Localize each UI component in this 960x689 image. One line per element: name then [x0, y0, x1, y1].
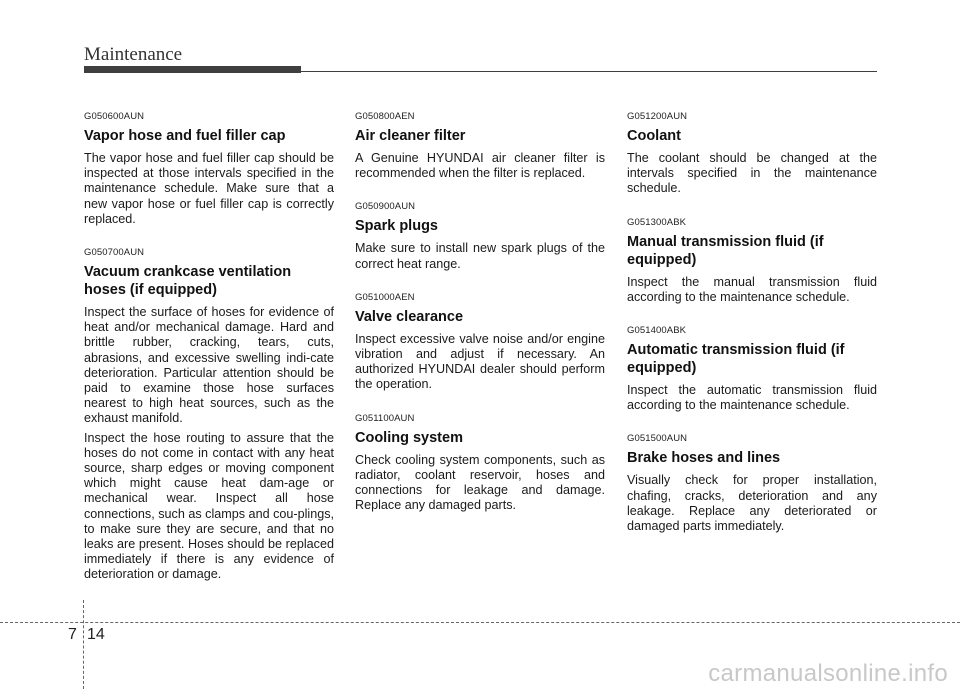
section-heading: Cooling system	[355, 429, 463, 446]
section-paragraph: Inspect the hose routing to assure that the hoses do not come in contact with any heat source, sharp edges or moving component which might cause heat dam-age or mechanical wear. Inspect all hose connections, such as clamps and cou-plings, to make sure they are secure, and that no leaks are present. Hoses should be replaced immediately if there is any evidence of deterioration or damage.	[84, 430, 334, 582]
header-bar	[84, 66, 301, 73]
footer-rule	[0, 622, 960, 623]
chapter-number: 7	[68, 626, 77, 643]
maintenance-section	[84, 247, 334, 583]
section-code: G050800AEN	[355, 111, 415, 122]
maintenance-section	[627, 325, 877, 413]
maintenance-section	[627, 111, 877, 197]
section-paragraph: A Genuine HYUNDAI air cleaner filter is recommended when the filter is replaced.	[355, 151, 605, 181]
section-heading: Spark plugs	[355, 218, 438, 235]
section-heading: Valve clearance	[355, 308, 464, 325]
section-heading: Vapor hose and fuel filler cap	[84, 128, 286, 144]
maintenance-section	[627, 433, 877, 534]
column-3	[627, 111, 877, 554]
section-code: G051400ABK	[627, 325, 687, 337]
section-heading: Air cleaner filter	[355, 128, 466, 144]
section-code: G051000AEN	[355, 291, 415, 303]
section-paragraph: Check cooling system components, such as radiator, coolant reservoir, hoses and connections for leakage and damage. Replace any damaged parts.	[355, 452, 605, 513]
section-code: G051200AUN	[627, 111, 688, 122]
section-code: G050900AUN	[355, 201, 416, 213]
section-paragraph: Inspect excessive valve noise and/or engine vibration and adjust if necessary. An authorized HYUNDAI dealer should perform the operation.	[355, 331, 605, 392]
section-code: G050600AUN	[84, 111, 145, 122]
section-paragraph: The vapor hose and fuel filler cap should be inspected at those intervals specified in the maintenance schedule. Make sure that a new vapor hose or fuel filler cap is correctly replaced.	[84, 151, 334, 226]
section-paragraph: Inspect the surface of hoses for evidence of heat and/or mechanical damage. Hard and brittle rubber, cracking, tears, cuts, abrasions, and excessive swelling indi-cate deterioration. Particular attention should be paid to examine those hose surfaces nearest to high heat sources, such as the exhaust manifold.	[84, 305, 334, 426]
section-code: G051100AUN	[355, 412, 415, 424]
page-number: 14	[87, 626, 105, 643]
section-paragraph: The coolant should be changed at the intervals specified in the maintenance schedule.	[627, 151, 877, 196]
section-heading: Automatic transmission fluid (if equipped)	[627, 342, 845, 377]
header-rule	[301, 71, 877, 72]
section-code: G051500AUN	[627, 433, 688, 445]
footer-vertical-rule	[83, 600, 84, 689]
column-1	[84, 111, 334, 603]
section-code: G050700AUN	[84, 247, 145, 259]
section-heading: Brake hoses and lines	[627, 450, 781, 467]
watermark: carmanualsonline.info	[708, 660, 948, 687]
section-heading: Manual transmission fluid (if equipped)	[627, 233, 824, 268]
section-heading: Coolant	[627, 128, 681, 144]
section-paragraph: Visually check for proper installation, chafing, cracks, deterioration and any leakage. Replace any deteriorated or damaged parts immediately.	[627, 473, 877, 534]
section-code: G051300ABK	[627, 216, 687, 228]
maintenance-section	[627, 217, 877, 305]
maintenance-section	[84, 111, 334, 227]
section-heading: Vacuum crankcase ventilation hoses (if equipped)	[84, 264, 292, 299]
maintenance-section	[355, 201, 605, 271]
maintenance-section	[355, 111, 605, 181]
section-paragraph: Inspect the automatic transmission fluid according to the maintenance schedule.	[627, 383, 877, 413]
section-paragraph: Inspect the manual transmission fluid according to the maintenance schedule.	[627, 274, 877, 304]
maintenance-section	[355, 292, 605, 393]
section-paragraph: Make sure to install new spark plugs of the correct heat range.	[355, 241, 605, 271]
maintenance-section	[355, 413, 605, 514]
column-2	[355, 111, 605, 533]
page-header-title: Maintenance	[84, 44, 183, 65]
